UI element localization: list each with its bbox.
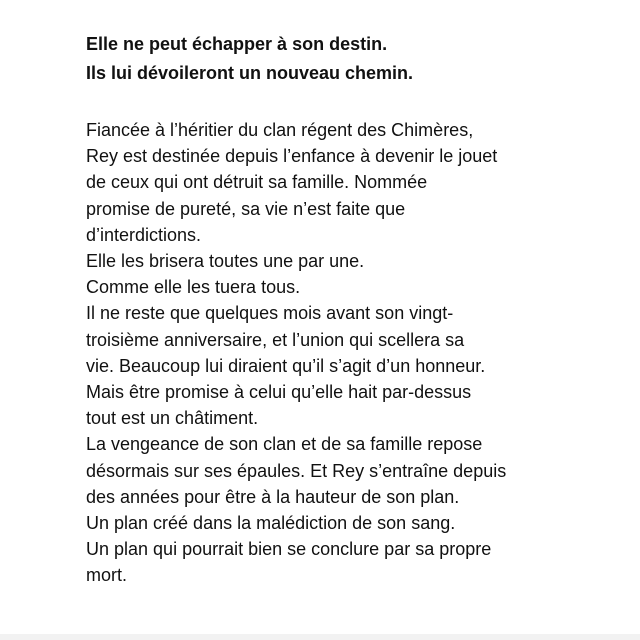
text-line: promise de pureté, sa vie n’est faite que [86,198,406,219]
text-line: de ceux qui ont détruit sa famille. Nommée [86,172,428,193]
headline-line: Ils lui dévoileront un nouveau chemin. [86,63,414,83]
text-line: tout est un châtiment. [86,408,259,429]
text-line: vie. Beaucoup lui diraient qu’il s’agit d’un honneur. [86,355,486,376]
text-line: des années pour être à la hauteur de son plan. [86,486,460,507]
bottom-strip [0,634,640,640]
text-line: Elle les brisera toutes une par une. [86,251,365,272]
text-line: Un plan qui pourrait bien se conclure par sa propre [86,539,492,560]
text-line: mort. [86,565,128,586]
text-line: troisième anniversaire, et l’union qui scellera sa [86,329,465,350]
text-line: Rey est destinée depuis l’enfance à devenir le jouet [86,146,498,167]
text-line: Comme elle les tuera tous. [86,277,301,298]
text-line: Un plan créé dans la malédiction de son sang. [86,513,456,534]
text-line: Fiancée à l’héritier du clan régent des Chimères, [86,120,474,140]
text-line: d’interdictions. [86,224,202,245]
headline [86,30,604,88]
text-line: désormais sur ses épaules. Et Rey s’entraîne depuis [86,460,507,481]
synopsis-text [86,117,604,589]
headline-line: Elle ne peut échapper à son destin. [86,34,388,54]
text-line: La vengeance de son clan et de sa famille repose [86,434,483,455]
text-line: Mais être promise à celui qu’elle hait par-dessus [86,382,472,403]
text-line: Il ne reste que quelques mois avant son vingt- [86,303,454,324]
